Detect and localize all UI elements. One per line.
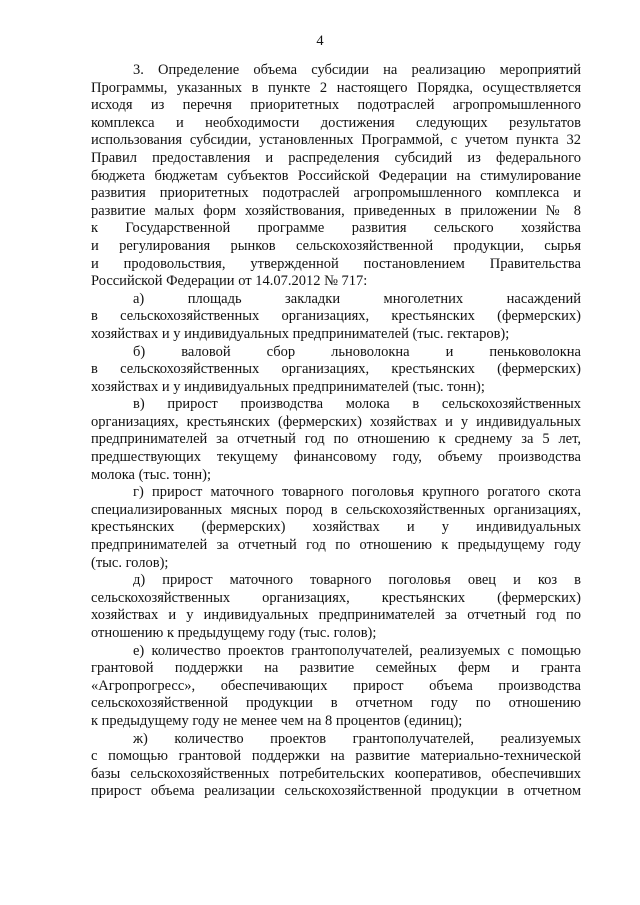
text-line: в сельскохозяйственных организациях, крестьянских (фермерских) <box>91 361 581 378</box>
text-line: д) прирост маточного товарного поголовья овец и коз в <box>133 572 581 589</box>
list-item-g <box>91 484 581 572</box>
text-line: г) прирост маточного товарного поголовья крупного рогатого скота <box>133 484 581 501</box>
text-line: использования субсидии, установленных Программой, с учетом пункта 32 <box>91 132 581 149</box>
text-line: организациях, крестьянских (фермерских) хозяйствах и у индивидуальных <box>91 413 581 430</box>
text-line: е) количество проектов грантополучателей, реализуемых с помощью <box>133 642 581 659</box>
list-item-a <box>91 291 581 344</box>
text-line: сельскохозяйственной продукции в отчетном году по отношению <box>91 695 581 712</box>
list-item-zh <box>91 731 581 801</box>
text-line: прирост объема реализации сельскохозяйственной продукции в отчетном <box>91 783 581 800</box>
text-line: в) прирост производства молока в сельскохозяйственных <box>133 396 581 413</box>
text-line: комплекса и необходимости достижения следующих результатов <box>91 114 581 131</box>
text-line: бюджета бюджетам субъектов Российской Федерации на стимулирование <box>91 167 581 184</box>
text-line: исходя из перечня приоритетных подотраслей агропромышленного <box>91 97 581 114</box>
text-line: с помощью грантовой поддержки на развитие материально-технической <box>91 748 581 765</box>
list-item-e <box>91 643 581 731</box>
paragraph-3 <box>91 62 581 291</box>
text-line: хозяйствах и у индивидуальных предпринимателей (тыс. тонн); <box>91 378 485 395</box>
list-item-b <box>91 344 581 397</box>
text-line: 3. Определение объема субсидии на реализацию мероприятий <box>133 62 581 78</box>
list-item-v <box>91 396 581 484</box>
text-line: а) площадь закладки многолетних насаждений <box>133 290 581 307</box>
text-line: предпринимателей за отчетный год по отношению к среднему за 5 лет, <box>91 431 581 448</box>
text-line: «Агропрогресс», обеспечивающих прирост объема производства <box>91 677 581 694</box>
text-line: крестьянских (фермерских) хозяйствах и у индивидуальных <box>91 519 581 536</box>
text-line: Программы, указанных в пункте 2 настоящего Порядка, осуществляется <box>91 79 581 96</box>
text-line: б) валовой сбор льноволокна и пеньковолокна <box>133 343 581 360</box>
text-line: сельскохозяйственных организациях, крестьянских (фермерских) <box>91 589 581 606</box>
text-line: и продовольствия, утвержденной постановлением Правительства <box>91 255 581 272</box>
text-line: предшествующих текущему финансовому году, объему производства <box>91 449 581 466</box>
text-line: Российской Федерации от 14.07.2012 № 717: <box>91 273 368 290</box>
list-item-d <box>91 572 581 642</box>
text-line: отношению к предыдущему году (тыс. голов); <box>91 625 377 641</box>
text-line: развитие малых форм хозяйствования, приведенных в приложении № 8 <box>91 202 581 219</box>
text-line: в сельскохозяйственных организациях, крестьянских (фермерских) <box>91 308 581 325</box>
text-line: молока (тыс. тонн); <box>91 466 211 483</box>
text-line: развития приоритетных подотраслей агропромышленного комплекса и <box>91 185 581 202</box>
text-line: специализированных мясных пород в сельскохозяйственных организациях, <box>91 501 581 518</box>
document-body <box>91 62 581 801</box>
page-number: 4 <box>316 33 324 49</box>
text-line: базы сельскохозяйственных потребительских кооперативов, обеспечивших <box>91 765 581 782</box>
text-line: грантовой поддержки на развитие семейных ферм и гранта <box>91 660 581 677</box>
text-line: и регулирования рынков сельскохозяйственной продукции, сырья <box>91 237 581 254</box>
text-line: к Государственной программе развития сельского хозяйства <box>91 220 581 237</box>
text-line: (тыс. голов); <box>91 554 169 571</box>
text-line: хозяйствах и у индивидуальных предпринимателей за отчетный год по <box>91 607 581 624</box>
text-line: ж) количество проектов грантополучателей, реализуемых <box>133 730 581 747</box>
text-line: хозяйствах и у индивидуальных предпринимателей (тыс. гектаров); <box>91 325 510 342</box>
text-line: Правил предоставления и распределения субсидий из федерального <box>91 149 581 166</box>
text-line: предпринимателей за отчетный год по отношению к предыдущему году <box>91 537 581 554</box>
text-line: к предыдущему году не менее чем на 8 процентов (единиц); <box>91 712 463 729</box>
